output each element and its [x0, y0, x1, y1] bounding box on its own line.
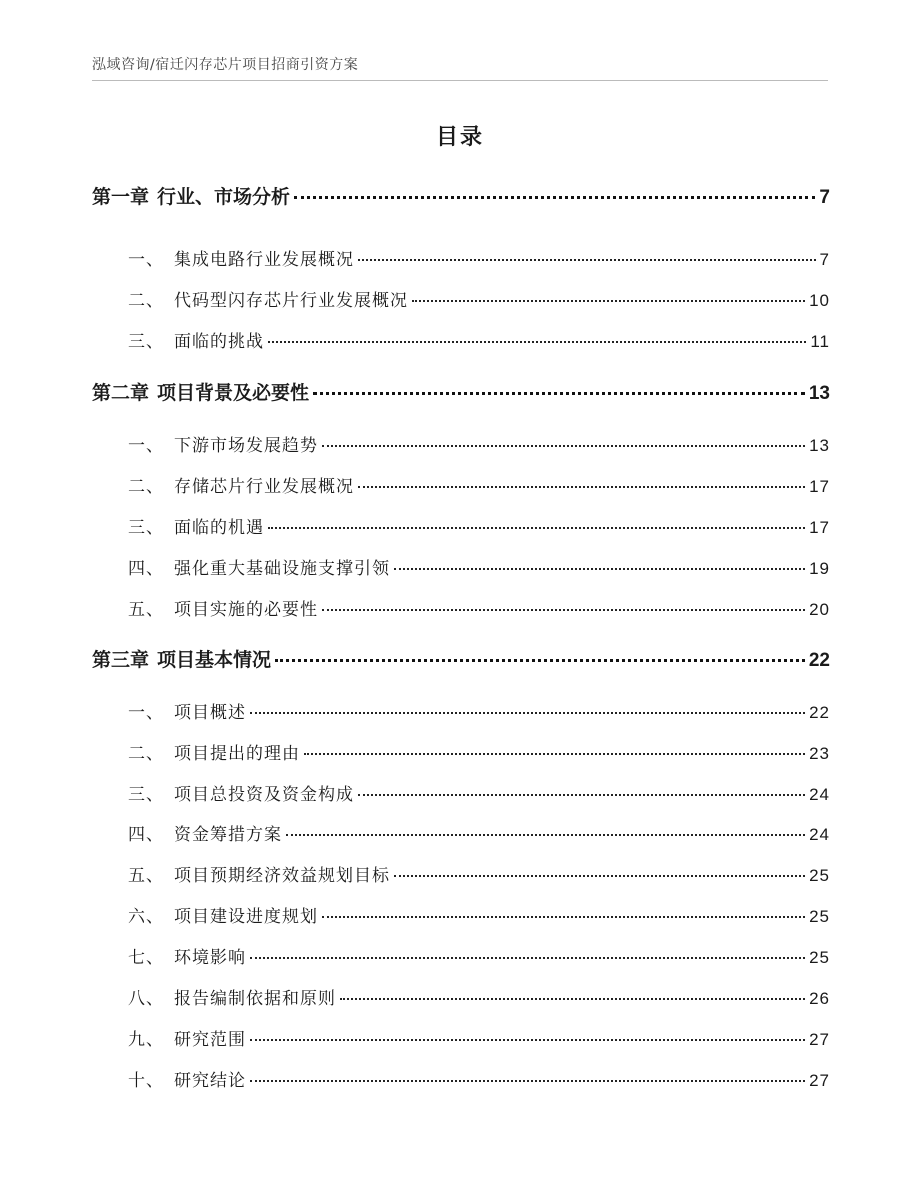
- section-title: 面临的挑战: [174, 332, 264, 352]
- section-title: 项目预期经济效益规划目标: [174, 866, 390, 886]
- dot-leader: [268, 341, 806, 343]
- section-number: 九、: [128, 1030, 164, 1050]
- chapter-number: 第二章: [92, 382, 150, 404]
- section-title: 下游市场发展趋势: [174, 436, 318, 456]
- chapter-title: 项目背景及必要性: [157, 382, 310, 404]
- table-of-contents: [92, 0, 830, 1191]
- toc-section-2-2[interactable]: [92, 472, 830, 497]
- section-title: 项目总投资及资金构成: [174, 785, 354, 805]
- dot-leader: [250, 712, 805, 714]
- dot-leader: [358, 486, 805, 488]
- running-header: 泓域咨询/宿迁闪存芯片项目招商引资方案: [92, 57, 359, 73]
- dot-leader: [268, 527, 805, 529]
- dot-leader: [250, 957, 805, 959]
- dot-leader: [250, 1080, 805, 1082]
- section-title: 报告编制依据和原则: [174, 989, 336, 1009]
- section-number: 七、: [128, 948, 164, 968]
- toc-section-3-4[interactable]: [92, 820, 830, 845]
- page-number: 22: [808, 650, 830, 671]
- page-number: 7: [819, 187, 830, 208]
- section-number: 四、: [128, 825, 164, 845]
- toc-section-1-2[interactable]: [92, 286, 830, 311]
- section-title: 存储芯片行业发展概况: [174, 477, 354, 497]
- page-number: 17: [809, 477, 830, 496]
- page-number: 13: [808, 383, 830, 404]
- toc-section-3-7[interactable]: [92, 943, 830, 968]
- section-number: 一、: [128, 703, 164, 723]
- section-number: 三、: [128, 785, 164, 805]
- page-number: 26: [809, 989, 830, 1008]
- section-number: 六、: [128, 907, 164, 927]
- dot-leader: [412, 300, 805, 302]
- dot-leader: [358, 794, 805, 796]
- chapter-number: 第一章: [92, 186, 150, 208]
- page-number: 25: [809, 866, 830, 885]
- section-title: 环境影响: [174, 948, 246, 968]
- dot-leader: [394, 875, 805, 877]
- section-number: 二、: [128, 744, 164, 764]
- page-number: 22: [809, 703, 830, 722]
- section-title: 项目建设进度规划: [174, 907, 318, 927]
- dot-leader: [250, 1039, 805, 1041]
- toc-section-3-2[interactable]: [92, 739, 830, 764]
- section-number: 五、: [128, 866, 164, 886]
- toc-section-2-5[interactable]: [92, 595, 830, 620]
- dot-leader: [394, 568, 805, 570]
- toc-section-1-3[interactable]: [92, 327, 830, 352]
- dot-leader: [322, 916, 805, 918]
- dot-leader: [358, 259, 816, 261]
- page-number: 19: [809, 559, 830, 578]
- section-number: 三、: [128, 518, 164, 538]
- toc-section-2-1[interactable]: [92, 431, 830, 456]
- dot-leader: [322, 609, 805, 611]
- section-number: 二、: [128, 291, 164, 311]
- chapter-number: 第三章: [92, 649, 150, 671]
- dot-leader: [322, 445, 805, 447]
- toc-title: 目录: [435, 125, 484, 150]
- page-number: 25: [809, 948, 830, 967]
- toc-section-3-3[interactable]: [92, 780, 830, 805]
- chapter-title: 项目基本情况: [157, 649, 272, 671]
- section-number: 一、: [128, 436, 164, 456]
- page-number: 23: [809, 744, 830, 763]
- section-title: 项目提出的理由: [174, 744, 300, 764]
- section-title: 项目概述: [174, 703, 246, 723]
- toc-section-3-10[interactable]: [92, 1066, 830, 1091]
- dot-leader: [286, 834, 805, 836]
- section-title: 资金筹措方案: [174, 825, 282, 845]
- section-number: 四、: [128, 559, 164, 579]
- toc-section-3-1[interactable]: [92, 698, 830, 723]
- page-number: 24: [809, 785, 830, 804]
- section-number: 五、: [128, 600, 164, 620]
- section-title: 面临的机遇: [174, 518, 264, 538]
- toc-section-2-4[interactable]: [92, 554, 830, 579]
- toc-section-1-1[interactable]: [92, 245, 830, 270]
- section-title: 集成电路行业发展概况: [174, 250, 354, 270]
- toc-chapter-3[interactable]: [92, 645, 830, 672]
- section-number: 三、: [128, 332, 164, 352]
- toc-chapter-1[interactable]: [92, 182, 830, 209]
- section-number: 十、: [128, 1071, 164, 1091]
- dot-leader: [275, 659, 805, 662]
- toc-section-3-6[interactable]: [92, 902, 830, 927]
- section-title: 强化重大基础设施支撑引领: [174, 559, 390, 579]
- toc-section-3-5[interactable]: [92, 861, 830, 886]
- dot-leader: [340, 998, 805, 1000]
- page-number: 11: [810, 332, 830, 351]
- page-number: 20: [809, 600, 830, 619]
- page-number: 17: [809, 518, 830, 537]
- section-number: 一、: [128, 250, 164, 270]
- dot-leader: [304, 753, 805, 755]
- page-number: 10: [809, 291, 830, 310]
- toc-section-3-8[interactable]: [92, 984, 830, 1009]
- page-number: 25: [809, 907, 830, 926]
- toc-section-2-3[interactable]: [92, 513, 830, 538]
- toc-chapter-2[interactable]: [92, 378, 830, 405]
- section-title: 项目实施的必要性: [174, 600, 318, 620]
- page-number: 24: [809, 825, 830, 844]
- section-title: 代码型闪存芯片行业发展概况: [174, 291, 408, 311]
- page-number: 27: [809, 1030, 830, 1049]
- toc-section-3-9[interactable]: [92, 1025, 830, 1050]
- section-number: 二、: [128, 477, 164, 497]
- page-number: 27: [809, 1071, 830, 1090]
- page-number: 13: [809, 436, 830, 455]
- page-number: 7: [819, 250, 830, 269]
- dot-leader: [294, 196, 815, 199]
- section-number: 八、: [128, 989, 164, 1009]
- dot-leader: [313, 392, 805, 395]
- chapter-title: 行业、市场分析: [157, 186, 291, 208]
- section-title: 研究范围: [174, 1030, 246, 1050]
- section-title: 研究结论: [174, 1071, 246, 1091]
